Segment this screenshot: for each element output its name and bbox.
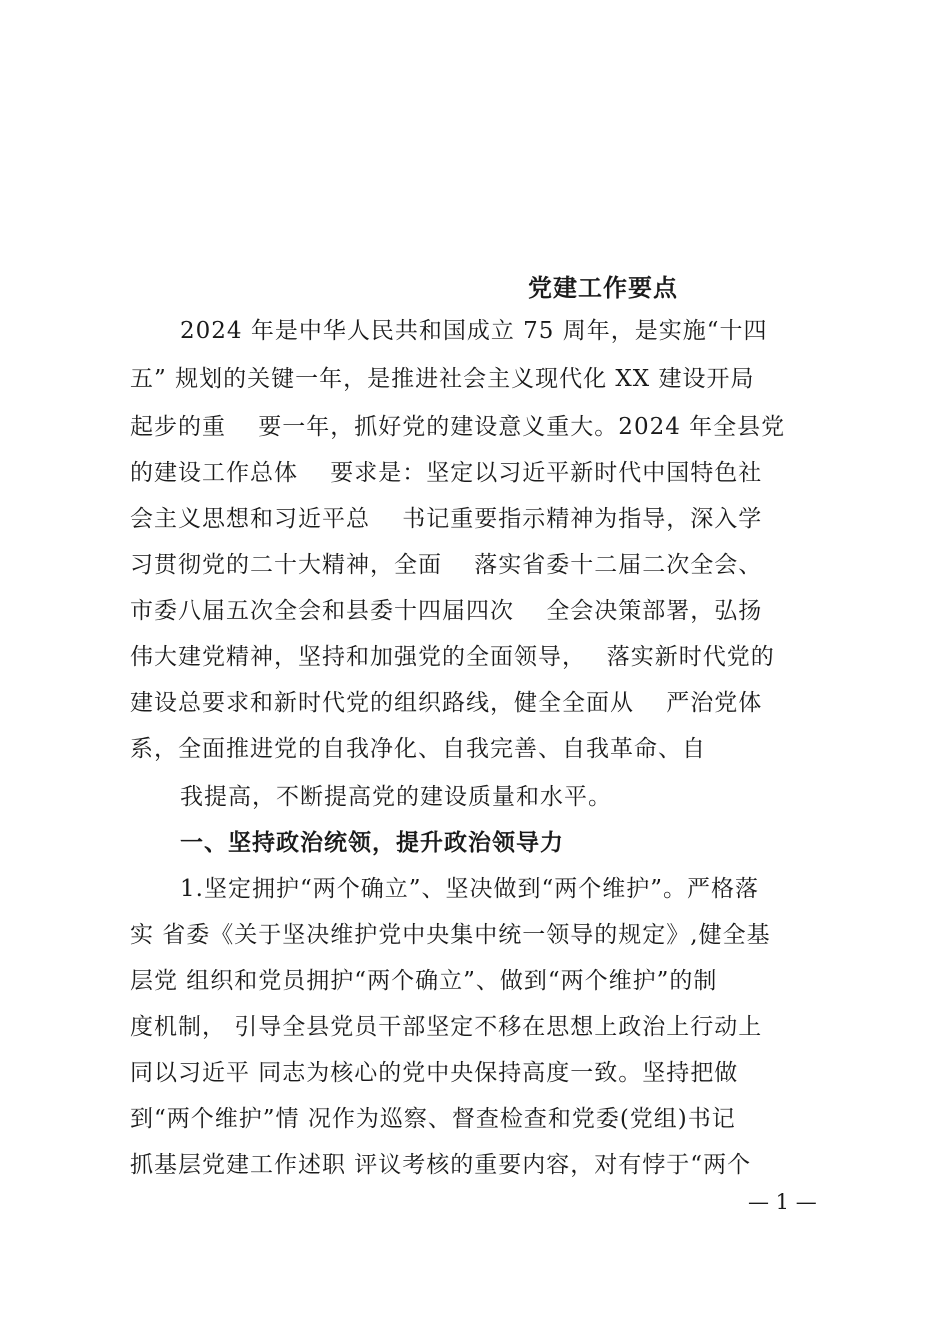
section-line: 同以习近平 同志为核心的党中央保持高度一致。坚持把做 <box>130 1060 739 1086</box>
paragraph-line: 2024 年是中华人民共和国成立 75 周年，是实施“十四 <box>180 318 768 344</box>
page-number: — 1 — <box>748 1190 817 1214</box>
paragraph-line: 习贯彻党的二十大精神，全面 落实省委十二届二次全会、 <box>130 552 763 578</box>
section-line: 度机制， 引导全县党员干部坚定不移在思想上政治上行动上 <box>130 1014 763 1040</box>
section-line: 抓基层党建工作述职 评议考核的重要内容，对有悖于“两个 <box>130 1152 752 1178</box>
paragraph-line: 起步的重 要一年，抓好党的建设意义重大。2024 年全县党 <box>130 414 786 440</box>
paragraph-line: 伟大建党精神，坚持和加强党的全面领导， 落实新时代党的 <box>130 644 775 670</box>
section-line: 1.坚定拥护“两个确立”、坚决做到“两个维护”。严格落 <box>180 876 759 902</box>
paragraph-line: 的建设工作总体 要求是：坚定以习近平新时代中国特色社 <box>130 460 763 486</box>
section-line: 到“两个维护”情 况作为巡察、督查检查和党委(党组)书记 <box>130 1106 736 1132</box>
paragraph-line: 我提高，不断提高党的建设质量和水平。 <box>180 784 612 810</box>
paragraph-line: 建设总要求和新时代党的组织路线，健全全面从 严治党体 <box>130 690 763 716</box>
paragraph-line: 系，全面推进党的自我净化、自我完善、自我革命、自 <box>130 736 706 762</box>
paragraph-line: 市委八届五次全会和县委十四届四次 全会决策部署，弘扬 <box>130 598 763 624</box>
section-heading: 一、坚持政治统领，提升政治领导力 <box>180 829 564 856</box>
section-line: 层党 组织和党员拥护“两个确立”、做到“两个维护”的制 <box>130 968 718 994</box>
paragraph-line: 会主义思想和习近平总 书记重要指示精神为指导，深入学 <box>130 506 763 532</box>
section-line: 实 省委《关于坚决维护党中央集中统一领导的规定》,健全基 <box>130 922 771 948</box>
document-title: 党建工作要点 <box>528 273 678 302</box>
paragraph-line: 五” 规划的关键一年，是推进社会主义现代化 XX 建设开局 <box>130 366 755 392</box>
